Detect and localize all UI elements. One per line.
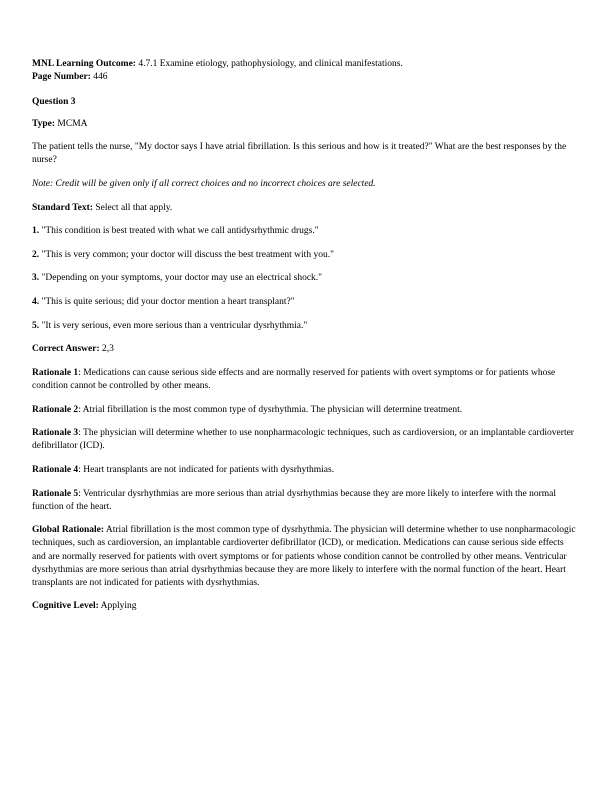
page-number-label: Page Number: — [32, 72, 91, 83]
question-stem: The patient tells the nurse, "My doctor says I have atrial fibrillation. Is this serious and how is it treated?" What are the best responses by the nurse? — [32, 142, 567, 166]
rationale-item — [32, 427, 578, 453]
rationale-label: Rationale 5 — [32, 488, 79, 499]
rationale-label: Rationale 4 — [32, 464, 79, 475]
rationale-item — [32, 464, 578, 477]
learning-outcome-value: 4.7.1 Examine etiology, pathophysiology, and clinical manifestations. — [135, 59, 403, 69]
rationale-text: : Heart transplants are not indicated for patients with dysrhythmias. — [78, 464, 335, 475]
answer-option-text: "Depending on your symptoms, your doctor may use an electrical shock." — [39, 273, 323, 284]
answer-option-number: 3. — [32, 273, 40, 284]
question-type-value: MCMA — [55, 118, 88, 129]
cognitive-level-label: Cognitive Level: — [32, 601, 99, 612]
answer-option[interactable] — [32, 225, 578, 238]
answer-option-number: 2. — [32, 249, 40, 260]
rationale-text: : The physician will determine whether to use nonpharmacologic techniques, such as cardioversion, or an implantable cardioverter defibrillator (ICD). — [32, 428, 574, 452]
answer-option-text: "This is very common; your doctor will discuss the best treatment with you." — [39, 249, 334, 260]
rationale-text: : Medications can cause serious side effects and are normally reserved for patients with overt symptoms or for patients whose condition cannot be controlled by other means. — [32, 367, 556, 392]
rationale-label: Rationale 3 — [32, 428, 79, 439]
global-rationale-text: Atrial fibrillation is the most common type of dysrhythmia. The physician will determine whether to use nonpharmacologic techniques, such as cardioversion, an implantable cardioverter defibrillator (ICD), or medication. Medications can cause serious side effects and are normally reserved for patients with overt symptoms or for patients whose condition cannot be controlled by other means. Ventricular dysrhythmias are more serious than atrial dysrhythmias because they are more likely to interfere with the normal function of the heart. Heart transplants are not indicated for patients with dysrhythmias. — [32, 525, 576, 588]
question-title: Question 3 — [32, 97, 76, 108]
header-meta — [32, 58, 578, 84]
rationale-item — [32, 367, 578, 393]
global-rationale-label: Global Rationale: — [32, 525, 105, 536]
rationale-item — [32, 488, 578, 514]
cognitive-level-value: Applying — [98, 601, 137, 612]
answer-option[interactable] — [32, 249, 578, 262]
answer-option-text: "This is quite serious; did your doctor mention a heart transplant?" — [39, 297, 295, 308]
standard-text-value: Select all that apply. — [92, 202, 173, 213]
question-type-label: Type: — [32, 118, 56, 129]
rationale-text: : Atrial fibrillation is the most common type of dysrhythmia. The physician will determine treatment. — [78, 404, 463, 415]
correct-answer-label: Correct Answer: — [32, 344, 100, 355]
rationale-item — [32, 404, 578, 417]
answer-option-number: 5. — [32, 320, 40, 331]
answer-option[interactable] — [32, 296, 578, 309]
standard-text-label: Standard Text: — [32, 202, 93, 213]
learning-outcome-label: MNL Learning Outcome: — [32, 59, 136, 69]
correct-answer-line — [32, 343, 578, 356]
answer-option-number: 1. — [32, 226, 40, 237]
question-note: Note: Credit will be given only if all correct choices and no incorrect choices are selected. — [32, 179, 376, 190]
cognitive-level-line — [32, 600, 578, 613]
global-rationale — [32, 524, 578, 590]
rationale-label: Rationale 1 — [32, 367, 79, 378]
page-number-value: 446 — [90, 72, 108, 83]
answer-option-number: 4. — [32, 297, 40, 308]
rationale-label: Rationale 2 — [32, 404, 79, 415]
standard-text-line — [32, 202, 578, 215]
question-type-line — [32, 118, 578, 131]
answer-option-text: "This condition is best treated with what we call antidysrhythmic drugs." — [39, 226, 319, 237]
answer-option[interactable] — [32, 320, 578, 333]
answer-option-text: "It is very serious, even more serious than a ventricular dysrhythmia." — [39, 320, 308, 331]
correct-answer-value: 2,3 — [99, 344, 114, 355]
rationale-text: : Ventricular dysrhythmias are more serious than atrial dysrhythmias because they are more likely to interfere with the normal function of the heart. — [32, 488, 557, 512]
answer-option[interactable] — [32, 272, 578, 285]
page-number-line — [32, 71, 578, 84]
learning-outcome-line — [32, 58, 578, 71]
